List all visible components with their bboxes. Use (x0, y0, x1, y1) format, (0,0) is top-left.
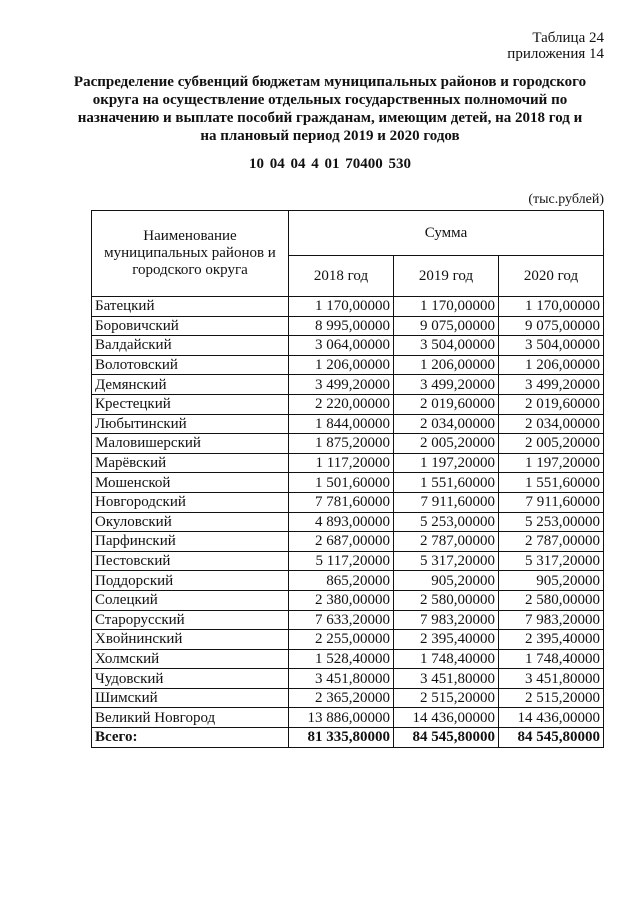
cell-district-name: Валдайский (92, 336, 289, 356)
column-header-2019: 2019 год (394, 256, 499, 297)
cell-amount-2019: 5 253,00000 (394, 512, 499, 532)
cell-amount-2019: 2 787,00000 (394, 532, 499, 552)
table-row (92, 316, 604, 336)
table-row (92, 492, 604, 512)
cell-amount-2020: 1 748,40000 (499, 649, 604, 669)
cell-amount-2018: 2 220,00000 (289, 394, 394, 414)
cell-amount-2018: 1 528,40000 (289, 649, 394, 669)
cell-amount-2019: 905,20000 (394, 571, 499, 591)
cell-amount-2018: 1 501,60000 (289, 473, 394, 493)
cell-amount-2018: 8 995,00000 (289, 316, 394, 336)
cell-district-name: Хвойнинский (92, 630, 289, 650)
cell-district-name: Батецкий (92, 297, 289, 317)
cell-amount-2020: 2 515,20000 (499, 688, 604, 708)
annex-appendix-number: приложения 14 (507, 46, 604, 62)
cell-district-name: Окуловский (92, 512, 289, 532)
cell-amount-2018: 1 875,20000 (289, 434, 394, 454)
annex-reference (507, 30, 604, 62)
table-row (92, 551, 604, 571)
cell-amount-2020: 3 499,20000 (499, 375, 604, 395)
cell-amount-2018: 3 499,20000 (289, 375, 394, 395)
cell-district-name: Марёвский (92, 453, 289, 473)
cell-amount-2018: 1 170,00000 (289, 297, 394, 317)
cell-amount-2019: 2 019,60000 (394, 394, 499, 414)
table-total-row (92, 728, 604, 748)
table-row (92, 375, 604, 395)
cell-amount-2020: 2 034,00000 (499, 414, 604, 434)
column-header-name: Наименование муниципальных районов и городского округа (92, 211, 289, 297)
table-row (92, 532, 604, 552)
cell-district-name: Шимский (92, 688, 289, 708)
cell-amount-2020: 1 197,20000 (499, 453, 604, 473)
cell-amount-2018: 2 687,00000 (289, 532, 394, 552)
cell-amount-2020: 5 317,20000 (499, 551, 604, 571)
table-row (92, 336, 604, 356)
units-label: (тыс.рублей) (528, 192, 604, 207)
cell-district-name: Мошенской (92, 473, 289, 493)
table-row (92, 355, 604, 375)
cell-amount-2019: 1 170,00000 (394, 297, 499, 317)
cell-amount-2018: 7 781,60000 (289, 492, 394, 512)
cell-amount-2018: 2 365,20000 (289, 688, 394, 708)
total-amount-2020: 84 545,80000 (499, 728, 604, 748)
cell-district-name: Новгородский (92, 492, 289, 512)
cell-district-name: Чудовский (92, 669, 289, 689)
table-row (92, 649, 604, 669)
table-row (92, 630, 604, 650)
cell-amount-2020: 1 551,60000 (499, 473, 604, 493)
table-row (92, 571, 604, 591)
cell-amount-2020: 2 005,20000 (499, 434, 604, 454)
table-row (92, 590, 604, 610)
cell-district-name: Волотовский (92, 355, 289, 375)
cell-amount-2019: 2 580,00000 (394, 590, 499, 610)
column-header-2018: 2018 год (289, 256, 394, 297)
table-row (92, 708, 604, 728)
cell-amount-2019: 5 317,20000 (394, 551, 499, 571)
cell-amount-2020: 14 436,00000 (499, 708, 604, 728)
table-row (92, 297, 604, 317)
total-amount-2019: 84 545,80000 (394, 728, 499, 748)
cell-amount-2019: 2 034,00000 (394, 414, 499, 434)
subvention-table (91, 210, 604, 748)
annex-table-number: Таблица 24 (532, 30, 604, 46)
cell-amount-2020: 2 395,40000 (499, 630, 604, 650)
cell-amount-2019: 3 451,80000 (394, 669, 499, 689)
cell-amount-2018: 13 886,00000 (289, 708, 394, 728)
column-header-2020: 2020 год (499, 256, 604, 297)
total-amount-2018: 81 335,80000 (289, 728, 394, 748)
cell-amount-2019: 1 748,40000 (394, 649, 499, 669)
cell-district-name: Холмский (92, 649, 289, 669)
cell-amount-2020: 2 019,60000 (499, 394, 604, 414)
table-row (92, 394, 604, 414)
cell-district-name: Старорусский (92, 610, 289, 630)
cell-amount-2019: 2 005,20000 (394, 434, 499, 454)
table-row (92, 669, 604, 689)
cell-amount-2018: 3 451,80000 (289, 669, 394, 689)
cell-amount-2018: 5 117,20000 (289, 551, 394, 571)
cell-amount-2020: 7 911,60000 (499, 492, 604, 512)
document-title: Распределение субвенций бюджетам муниципальных районов и городского округа на осуществление отдельных государственных полномочий по назначению и выплате пособий гражданам, имеющим детей, на 2018 год и на плановый период 2019 и 2020 годов (73, 74, 587, 144)
cell-amount-2018: 2 255,00000 (289, 630, 394, 650)
cell-amount-2020: 2 787,00000 (499, 532, 604, 552)
cell-amount-2019: 1 551,60000 (394, 473, 499, 493)
table-body (92, 297, 604, 748)
cell-amount-2019: 7 911,60000 (394, 492, 499, 512)
cell-district-name: Боровичский (92, 316, 289, 336)
cell-amount-2018: 1 206,00000 (289, 355, 394, 375)
cell-district-name: Демянский (92, 375, 289, 395)
cell-amount-2020: 3 451,80000 (499, 669, 604, 689)
cell-amount-2020: 5 253,00000 (499, 512, 604, 532)
table-header-row (92, 211, 604, 256)
cell-amount-2019: 14 436,00000 (394, 708, 499, 728)
cell-amount-2018: 3 064,00000 (289, 336, 394, 356)
table-header (92, 211, 604, 297)
cell-amount-2018: 1 844,00000 (289, 414, 394, 434)
cell-district-name: Парфинский (92, 532, 289, 552)
table-row (92, 473, 604, 493)
table-row (92, 688, 604, 708)
table-row (92, 512, 604, 532)
cell-amount-2019: 3 499,20000 (394, 375, 499, 395)
cell-amount-2019: 7 983,20000 (394, 610, 499, 630)
cell-district-name: Крестецкий (92, 394, 289, 414)
table-row (92, 414, 604, 434)
cell-amount-2020: 9 075,00000 (499, 316, 604, 336)
cell-district-name: Великий Новгород (92, 708, 289, 728)
cell-amount-2019: 1 197,20000 (394, 453, 499, 473)
cell-amount-2019: 9 075,00000 (394, 316, 499, 336)
cell-amount-2018: 865,20000 (289, 571, 394, 591)
table-row (92, 434, 604, 454)
cell-amount-2018: 7 633,20000 (289, 610, 394, 630)
cell-amount-2018: 1 117,20000 (289, 453, 394, 473)
cell-amount-2019: 2 395,40000 (394, 630, 499, 650)
budget-classification-code: 10 04 04 4 01 70400 530 (249, 156, 411, 172)
total-label: Всего: (92, 728, 289, 748)
cell-district-name: Любытинский (92, 414, 289, 434)
cell-amount-2020: 1 170,00000 (499, 297, 604, 317)
cell-amount-2018: 2 380,00000 (289, 590, 394, 610)
table-row (92, 610, 604, 630)
cell-amount-2018: 4 893,00000 (289, 512, 394, 532)
cell-district-name: Солецкий (92, 590, 289, 610)
cell-amount-2019: 3 504,00000 (394, 336, 499, 356)
cell-district-name: Поддорский (92, 571, 289, 591)
cell-amount-2020: 3 504,00000 (499, 336, 604, 356)
cell-amount-2020: 7 983,20000 (499, 610, 604, 630)
cell-amount-2020: 1 206,00000 (499, 355, 604, 375)
table-row (92, 453, 604, 473)
cell-district-name: Пестовский (92, 551, 289, 571)
cell-amount-2019: 1 206,00000 (394, 355, 499, 375)
column-header-sum: Сумма (289, 211, 604, 256)
cell-amount-2020: 2 580,00000 (499, 590, 604, 610)
cell-amount-2020: 905,20000 (499, 571, 604, 591)
cell-district-name: Маловишерский (92, 434, 289, 454)
cell-amount-2019: 2 515,20000 (394, 688, 499, 708)
